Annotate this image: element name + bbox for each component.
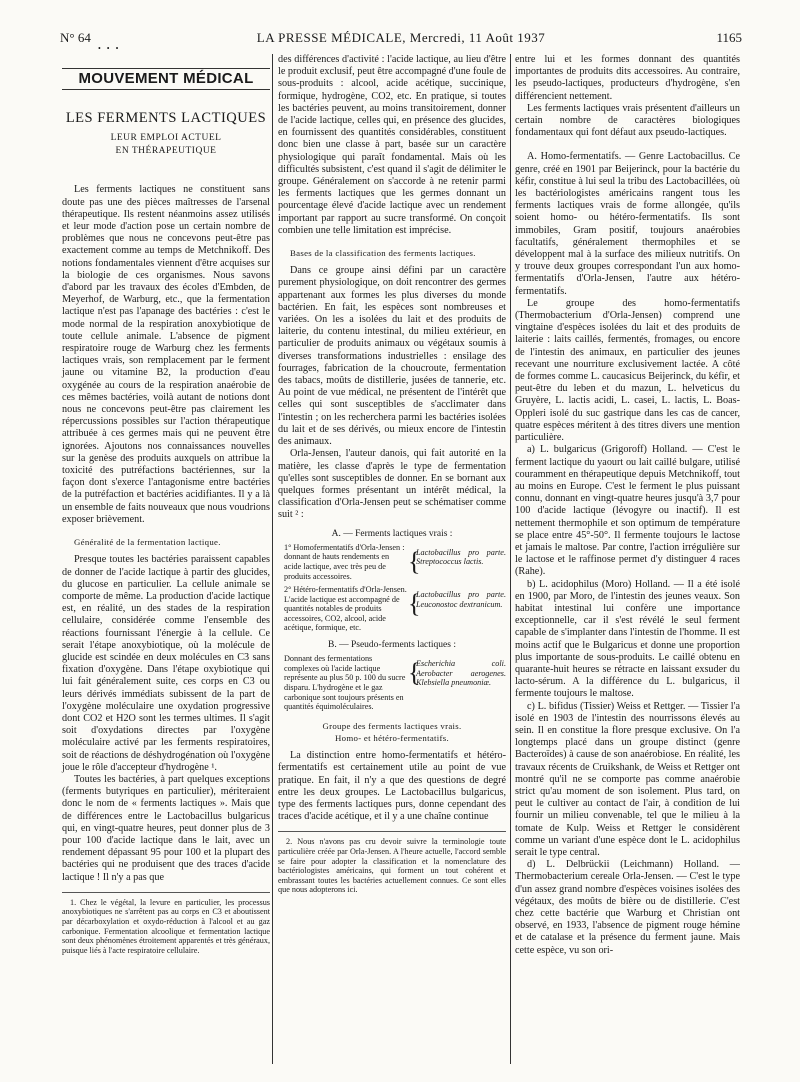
- footnote: [62, 892, 270, 956]
- footnote-text: 1. Chez le végétal, la levure en particulier, les processus anoxybiotiques ne s'arrêtent pas au corps en C3 et aboutissent par décarboxylation et oxydo-réduction à l'alcool et au gaz carbonique. Fermentation alcoolique et fermentation lactique sont deux phénomènes étroitement apparentés et très généraux, puisque liés à l'acte respiratoire cellulaire.: [62, 897, 270, 955]
- paragraph: des différences d'activité : l'acide lactique, au lieu d'être le produit exclusif, peut être accompagné d'une foule de sous-produits : alcool, acide acétique, succinique, formique, hydrogène, CO2, etc. En pratique, si toutes les bactéries peuvent, au moins transitoirement, donner de l'acide lactique, celles qui, en présence des glucides, en fournissent des quantités considérables, constituent donc bien une classe à part, basée sur un caractère physiologique qui paraît fondamental. Mais où les difficultés subsistent, c'est quand il s'agit de délimiter le groupe. Généralement on s'accorde à ne retenir parmi les ferments lactiques que les germes donnant un pourcentage élevé d'acide lactique avec un rendement important par rapport au sucre transformé. On conçoit combien une telle limitation est imprécise.: [278, 54, 506, 236]
- paragraph: entre lui et les formes donnant des quantités importantes de produits dits accessoires. Au contraire, les pseudo-lactiques, producteurs d'hydrogène, s'en différencient nettement.: [515, 54, 740, 102]
- section-heading: Groupe des ferments lactiques vrais.: [322, 720, 462, 731]
- row-species: Lactobacillus pro parte. Streptococcus lactis.: [416, 547, 506, 567]
- row-species: Escherichia coli. Aerobacter aerogenes. Klebsiella pneumoniæ.: [416, 659, 506, 688]
- classification-row: [278, 585, 506, 633]
- article-subtitle-2: EN THÉRAPEUTIQUE: [115, 146, 217, 157]
- paragraph: c) L. bifidus (Tissier) Weiss et Rettger. — Tissier l'a isolé en 1903 de l'intestin des nourrissons élevés au sein. Il en constitue la flore presque exclusive. On l'a longtemps placé dans un groupe distinct (genre Bacteroïdes) à cause de son anaérobiose. En réalité, les travaux récents de Cruikshank, de Weiss et Rettger ont montré qu'il ne se comporte pas comme anaérobie strict qu'au moment de son isolement. Plus tard, on peut le cultiver au contact de l'air, à condition de lui fournir un milieu convenable, tel que le milieu à la tomate de Kulp. Weiss et Rettger le considèrent comme un variant d'une espèce dont le L. acidophilus serait le type central.: [515, 700, 740, 858]
- brace: {: [408, 658, 421, 688]
- classification-row: [278, 654, 506, 712]
- paragraph: Presque toutes les bactéries paraissent capables de donner de l'acide lactique à partir des glucides, du glucose en particulier. La cellule animale se comporte de même. La production d'acide lactique est, en réalité, un des stades de la respiration cellulaire, considérée comme l'ensemble des réactions fournissant l'énergie à la cellule. Ce serait l'étape anoxybiotique, où la molécule de glucide est scindée en deux molécules en C3 sans fixation d'oxygène. Dans l'étape oxybiotique qui lui fait généralement suite, ces corps en C3 ou leurs dérivés immédiats subissent de la part de l'oxygène moléculaire une oxydation progressive dont CO2 et H2O sont les termes ultimes. Il s'agit soit d'oxydations directes par l'oxygène moléculaire activé par les ferments respiratoires, soit de réactions de déshydrogénation où l'oxygène joue le rôle d'accepteur d'hydrogène ¹.: [62, 554, 270, 773]
- paragraph: d) L. Delbrückii (Leichmann) Holland. — Thermobacterium cereale Orla-Jensen. — C'est le type d'un assez grand nombre d'espèces voisines isolées des végétaux, des moûts de bière ou de distillerie. C'est chez cette bactérie que Warburg et Christian ont observé, en 1933, l'absence de pigment rouge hémine et de catalase et la présence du ferment jaune. Mais cette espèce, vu son ori-: [515, 859, 740, 956]
- classification-row: [278, 543, 506, 581]
- section-subheading: Homo- et hétéro-fermentatifs.: [335, 733, 449, 744]
- brace: {: [408, 546, 421, 576]
- column-2: [278, 54, 506, 895]
- article-title: LES FERMENTS LACTIQUES: [65, 110, 267, 127]
- section-heading: Bases de la classification des ferments lactiques.: [290, 248, 476, 259]
- paragraph: Toutes les bactéries, à part quelques exceptions (ferments butyriques en particulier), mériteraient donc le nom de « ferments lactiques ». Mais que de différences entre le Lactobacillus bulgaricus qui, en vingt-quatre heures, peut donner plus de 3 pour 100 d'acide lactique dans le lait, avec un rendement dépassant 95 pour 100 et la plupart des bactéries qui ne produisent que des traces d'acide lactique ! Il n'y a pas que: [62, 773, 270, 883]
- issue-number: N° 64: [60, 30, 91, 45]
- row-species: Lactobacillus pro parte. Leuconostoc dextranicum.: [416, 590, 506, 609]
- ornament-dots: • • •: [98, 44, 121, 53]
- brace: {: [408, 589, 421, 619]
- journal-title: LA PRESSE MÉDICALE, Mercredi, 11 Août 1937: [256, 30, 546, 45]
- paragraph: Le groupe des homo-fermentatifs (Thermobacterium d'Orla-Jensen) comprend une vingtaine d'espèces isolées du lait et des produits de laiterie : laits caillés, fermentés, fromages, ou encore de l'intestin des animaux, en particulier des jeunes recevant une nourriture exclusivement lactée. A côté de formes comme L. caucasicus Beijerinck, du kéfir, et peut-être du leben et du mazun, L. helveticus du Gruyère, L. lactis acidi, L. casei, L. lactis, L. Boas-Oppleri isolé du suc gastrique dans les cas de cancer, quatre espèces méritent à des titres divers une mention particulière.: [515, 297, 740, 444]
- page-header: [60, 30, 742, 46]
- paragraph: b) L. acidophilus (Moro) Holland. — Il a été isolé en 1900, par Moro, de l'intestin des jeunes veaux. Son habitat intestinal lui confère une importance exceptionnelle, car il s'est révélé le seul ferment capable de s'implanter dans l'intestin de l'homme. Il est moins actif que le Bulgaricus et donne une proportion plus importante de sous-produits. Le caillé obtenu en quarante-huit heures se rétracte en laissant exsuder du lacto-sérum. A la différence du L. bulgaricus, il fermente toujours le maltose.: [515, 578, 740, 700]
- footnote-text: 2. Nous n'avons pas cru devoir suivre la terminologie toute particulière créée par Orla-Jensen. A l'heure actuelle, l'accord semble se faire pour adopter la classification et la nomenclature des bactériologistes américains, qui forment un tout cohérent et embrassant toutes les bactéries actuellement connues. Ce sont elles que nous adopterons ici.: [278, 837, 506, 895]
- paragraph: Orla-Jensen, l'auteur danois, qui fait autorité en la matière, les classe d'après le type de fermentation qu'elles sont susceptibles de donner. En se bornant aux quelques formes présentant un intérêt médical, la classification d'Orla-Jensen peut se schématiser comme suit ² :: [278, 448, 506, 521]
- paragraph: a) L. bulgaricus (Grigoroff) Holland. — C'est le ferment lactique du yaourt ou lait caillé bulgare, utilisé couramment en thérapeutique depuis Metchnikoff, tout au moins en Europe. C'est le ferment le plus puissant connu, donnant en vingt-quatre heures jusqu'à 3,7 pour 100 d'acide lactique (lévogyre ou inactif). Il est nettement thermophile et son optimum de température se place entre 45°-50°. Il fermente toujours le lactose et jamais le maltose. Par contre, l'action irrégulière sur le lactose et le raffinose permet d'y distinguer 4 races (Rahe).: [515, 444, 740, 578]
- article-subtitle-1: LEUR EMPLOI ACTUEL: [110, 133, 222, 144]
- column-rule-2: [510, 54, 511, 1064]
- paragraph: Les ferments lactiques vrais présentent d'ailleurs un certain nombre de caractères biologiques fondamentaux qui font défaut aux pseudo-lactiques.: [515, 102, 740, 139]
- row-description: 1° Homofermentatifs d'Orla-Jensen : donnant de hauts rendements en acide lactique, avec très peu de produits accessoires.: [284, 542, 405, 581]
- column-rule-1: [272, 54, 273, 1064]
- section-heading: Généralité de la fermentation lactique.: [74, 537, 221, 548]
- column-1: [62, 58, 270, 955]
- row-description: 2° Hétéro-fermentatifs d'Orla-Jensen. L'acide lactique est accompagné de quantités notables de produits accessoires, CO2, alcool, acide acétique, formique, etc.: [284, 585, 407, 633]
- footnote: [278, 831, 506, 895]
- paragraph: A. Homo-fermentatifs. — Genre Lactobacillus. Ce genre, créé en 1901 par Beijerinck, pour la bactérie du kéfir, constitue à lui seul la tribu des Lactobacillées, où les bactériologistes américains rangent tous les ferments lactiques vrais de forme allongée, qu'ils soient homo- ou hétéro-fermentatifs. Ils sont immobiles, Gram positif, toujours anaérobies facultatifs, généralement thermophiles et se développent mal à la surface des milieux nutritifs. On y trouve deux groupes correspondant l'un aux homo-fermentatifs d'Orla-Jensen, l'autre aux hétéro-fermentatifs.: [515, 151, 740, 297]
- section-rubric: MOUVEMENT MÉDICAL: [62, 68, 270, 90]
- classification-head-b: B. — Pseudo-ferments lactiques :: [328, 640, 456, 651]
- classification-head-a: A. — Ferments lactiques vrais :: [331, 528, 453, 539]
- column-3: [515, 54, 740, 957]
- paragraph: Les ferments lactiques ne constituent sans doute pas une des pièces maîtresses de l'arsenal thérapeutique. Ils restent néanmoins assez utilisés et leur mode d'action pose un certain nombre de problèmes que nous ne concevons peut-être pas exactement comme au temps de Metchnikoff. Des notions fondamentales viennent d'être acquises sur la biologie de ces organismes. Nous savons d'abord par les travaux des écoles d'Embden, de Meyerhof, de Warburg, etc., que la fermentation lactique n'est pas l'apanage des bactéries : c'est le mode normal de la respiration anoxybiotique de toute cellule animale. L'absence de pigment respiratoire rouge de Warburg chez les ferments lactiques vrais, son remplacement par le ferment jaune ou vitamine B2, la production d'eau oxygénée au cours de la respiration anaérobie de ces mêmes bactéries, voilà autant de notions dont nous ne concevons peut-être pas clairement les répercussions possibles sur l'action thérapeutique attribuée à ces germes mais qui ne peuvent être ignorées. Ajoutons nos connaissances nouvelles sur la genèse des produits auxquels on attribue la toxicité des putréfactions bactériennes, sur la façon dont s'exerce l'antagonisme entre bactéries de la putréfaction et bactéries acidifiantes. Il y a là un ensemble de faits nouveaux que nous voudrions exposer brièvement.: [62, 184, 270, 525]
- paragraph: La distinction entre homo-fermentatifs et hétéro-fermentatifs est certainement utile au point de vue pratique. En fait, il n'y a que des questions de degré entre les deux groupes. Le Lactobacillus bulgaricus, type des ferments lactiques purs, donne cependant des traces d'acide acétique, et il y a une chaîne continue: [278, 750, 506, 823]
- paragraph: Dans ce groupe ainsi défini par un caractère purement physiologique, on doit rencontrer des germes appartenant aux formes les plus diverses du monde bactérien. En fait, les espèces sont nombreuses et variées. On les a isolées du lait et des produits de laiterie, du contenu intestinal, du milieu extérieur, en particulier de produits animaux ou végétaux soumis à diverses transformations industrielles : ensilage des fourrages, fabrication de la choucroute, fermentation des tabacs, moûts de distillerie, jusées de tannerie, etc. Au point de vue médical, ne présentent de l'intérêt que celles qui sont susceptibles de s'acclimater dans l'intestin ; on les recherchera parmi les bactéries isolées du lait et de ses dérivés, ou mieux encore de l'intestin des animaux.: [278, 265, 506, 448]
- row-description: Donnant des fermentations complexes où l'acide lactique représente au plus 50 p. 100 du sucre disparu. L'hydrogène et le gaz carbonique sont toujours présents en quantités équimoléculaires.: [284, 654, 406, 712]
- page-number: 1165: [716, 30, 742, 45]
